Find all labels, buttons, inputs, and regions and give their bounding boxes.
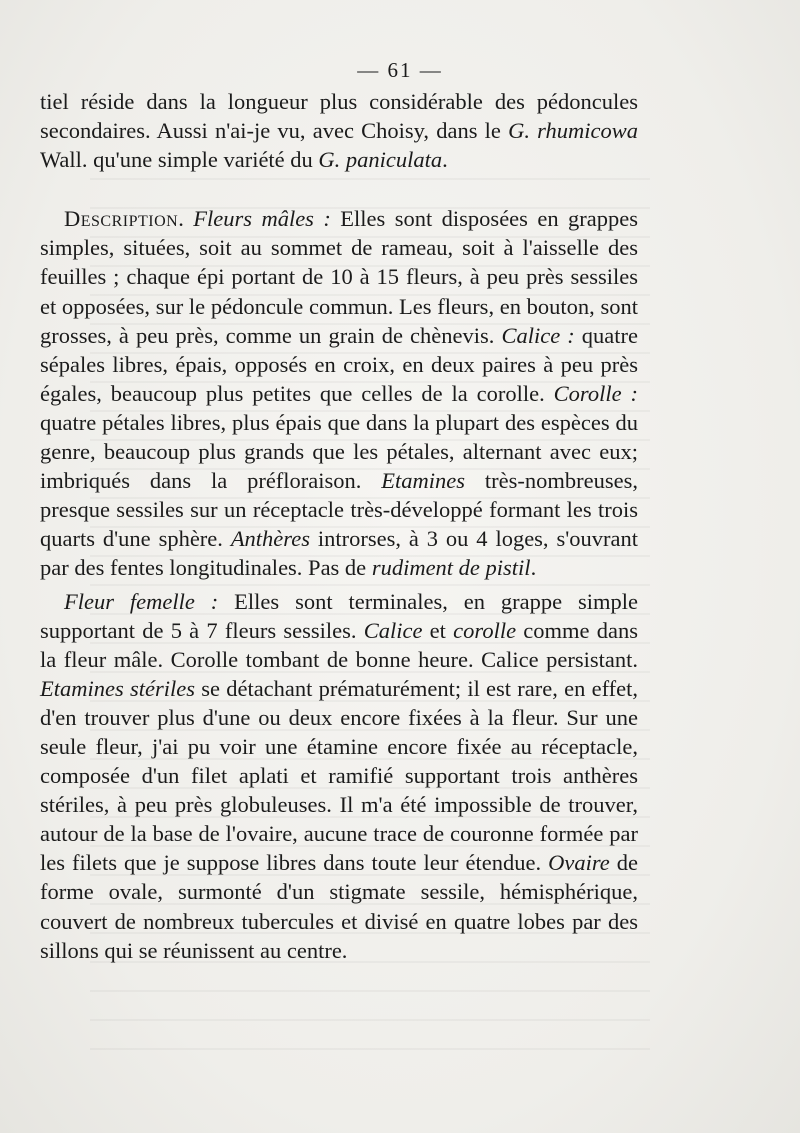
paragraph-description: Description. Fleurs mâles : Elles sont disposées en grappes simples, situées, soit au sommet de rameau, soit à l'aisselle des feuilles ; chaque épi portant de 10 à 15 fleurs, à peu près sessiles et opposées, sur le pédoncule commun. Les fleurs, en bouton, sont grosses, à peu près, comme un grain de chènevis. Calice : quatre sépales libres, épais, opposés en croix, en deux paires à peu près égales, beaucoup plus petites que celles de la corolle. Corolle : quatre pétales libres, plus épais que dans la plupart des espèces du genre, beaucoup plus grands que les pétales, alternant avec eux; imbriqués dans la préfloraison. Etamines très-nombreuses, presque sessiles sur un réceptacle très-développé formant les trois quarts d'une sphère. Anthères introrses, à 3 ou 4 loges, s'ouvrant par des fentes longitudinales. Pas de rudiment de pistil. <box>40 206 639 581</box>
body-text <box>40 87 638 965</box>
paragraph-female-flower: Fleur femelle : Elles sont terminales, en grappe simple supportant de 5 à 7 fleurs sessiles. Calice et corolle comme dans la fleur mâle. Corolle tombant de bonne heure. Calice persistant. Etamines stériles se détachant prématurément; il est rare, en effet, d'en trouver plus d'une ou deux encore fixées à la fleur. Sur une seule fleur, j'ai pu voir une étamine encore fixée au réceptacle, composée d'un filet aplati et ramifié supportant trois anthères stériles, à peu près globuleuses. Il m'a été impossible de trouver, autour de la base de l'ovaire, aucune trace de couronne formée par les filets que je suppose libres dans toute leur étendue. Ovaire de forme ovale, surmonté d'un stigmate sessile, hémisphérique, couvert de nombreux tubercules et divisé en quatre lobes par des sillons qui se réunissent au centre. <box>40 588 639 963</box>
paragraph-1: tiel réside dans la longueur plus considérable des pédoncules secondaires. Aussi n'ai-je vu, avec Choisy, dans le G. rhumicowa Wall. qu'une simple variété du G. paniculata. <box>40 89 638 173</box>
section-heading: Description <box>64 206 179 232</box>
page-number: — 61 — <box>357 58 443 82</box>
